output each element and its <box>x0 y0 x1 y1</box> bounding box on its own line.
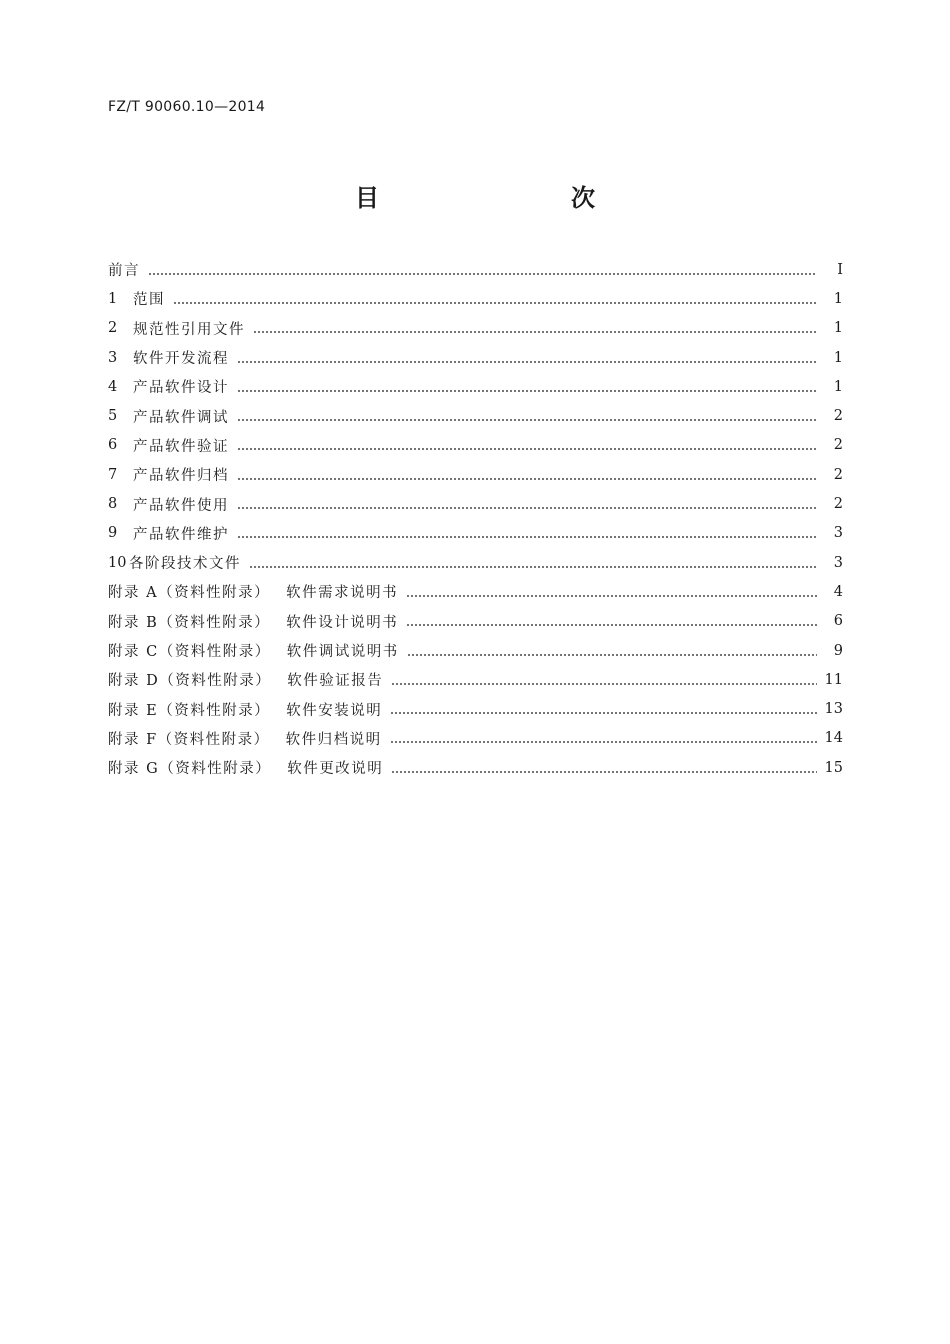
toc-entry-label: 前言 <box>108 263 140 280</box>
toc-entry-page: 2 <box>833 466 843 483</box>
toc-entry-number: 5 <box>108 408 118 425</box>
toc-entry[interactable] <box>108 314 843 343</box>
toc-dot-leader <box>406 614 817 628</box>
toc-entry-page: 2 <box>833 408 843 425</box>
toc-entry-number: 8 <box>108 496 118 513</box>
toc-entry-number: 10 <box>108 554 127 571</box>
toc-entry-page: 1 <box>833 320 843 337</box>
toc-entry-page: 9 <box>833 642 843 659</box>
toc-entry-number: 3 <box>108 349 118 366</box>
toc-entry-label: 附录 B（资料性附录） <box>108 614 271 631</box>
page-title: 目 次 <box>355 184 643 212</box>
toc-entry-sublabel: 软件需求说明书 <box>286 585 399 602</box>
toc-entry-sublabel: 软件更改说明 <box>287 761 384 778</box>
toc-entry-sublabel: 软件调试说明书 <box>286 644 399 660</box>
toc-entry-page: 11 <box>824 671 843 688</box>
toc-entry-number: 1 <box>108 290 118 307</box>
toc-dot-leader <box>390 731 817 745</box>
toc-entry-label: 各阶段技术文件 <box>129 556 241 573</box>
toc-dot-leader <box>407 644 817 658</box>
toc-entry[interactable] <box>108 607 843 636</box>
toc-entry-number: 6 <box>108 437 118 454</box>
toc-dot-leader <box>237 526 817 540</box>
toc-entry-number: 2 <box>108 320 118 337</box>
toc-dot-leader <box>253 321 817 335</box>
toc-entry-number: 7 <box>108 466 118 483</box>
toc-dot-leader <box>390 702 816 716</box>
toc-entry-page: 4 <box>833 583 843 600</box>
toc-entry-label: 附录 C（资料性附录） <box>108 644 271 660</box>
toc-dot-leader <box>148 263 817 277</box>
toc-dot-leader <box>237 409 817 423</box>
toc-entry[interactable] <box>108 548 843 577</box>
toc-entry-label: 产品软件归档 <box>133 468 229 485</box>
toc-entry-page: 15 <box>824 759 843 776</box>
toc-entry[interactable] <box>108 665 843 694</box>
toc-dot-leader <box>406 585 817 599</box>
toc-entry-page: 14 <box>824 730 843 747</box>
toc-dot-leader <box>237 468 817 482</box>
toc-entry-number: 4 <box>108 378 118 395</box>
toc-entry[interactable] <box>108 431 843 460</box>
toc-entry-sublabel: 软件验证报告 <box>287 673 384 690</box>
toc-entry-page: 2 <box>833 496 843 513</box>
toc-entry-label: 附录 F（资料性附录） <box>108 731 270 748</box>
toc-dot-leader <box>391 673 816 687</box>
toc-entry-page: 1 <box>833 349 843 366</box>
toc-entry[interactable] <box>108 753 843 782</box>
toc-entry-sublabel: 软件安装说明 <box>286 702 383 719</box>
toc-entry-page: 1 <box>833 290 843 307</box>
toc-entry[interactable] <box>108 372 843 401</box>
toc-entry[interactable] <box>108 460 843 489</box>
toc-entry[interactable] <box>108 724 843 753</box>
toc-entry[interactable] <box>108 519 843 548</box>
toc-entry-page: 6 <box>833 613 843 630</box>
toc-entry-page: Ⅰ <box>837 261 843 278</box>
toc-entry-label: 附录 D（资料性附录） <box>108 673 272 690</box>
toc-entry-page: 3 <box>833 525 843 542</box>
toc-entry[interactable] <box>108 489 843 518</box>
toc-entry-label: 产品软件维护 <box>133 526 229 543</box>
toc-dot-leader <box>249 556 817 570</box>
toc-entry-page: 1 <box>833 378 843 395</box>
toc-entry[interactable] <box>108 401 843 430</box>
toc-entry[interactable] <box>108 694 843 723</box>
toc-entry-label: 产品软件设计 <box>133 380 229 397</box>
toc-entry[interactable] <box>108 343 843 372</box>
toc-entry-label: 附录 G（资料性附录） <box>108 761 272 778</box>
toc-entry-label: 产品软件验证 <box>133 438 229 455</box>
toc-entry[interactable] <box>108 284 843 313</box>
toc-dot-leader <box>237 438 817 452</box>
toc-entry-page: 13 <box>824 701 843 718</box>
toc-entry-label: 规范性引用文件 <box>133 321 245 338</box>
standard-code: FZ/T 90060.10—2014 <box>108 99 266 115</box>
toc-entry-label: 软件开发流程 <box>133 351 229 368</box>
toc-entry-number: 9 <box>108 525 118 542</box>
toc-dot-leader <box>237 380 817 394</box>
toc-entry[interactable] <box>108 577 843 606</box>
table-of-contents <box>108 255 843 782</box>
toc-entry-label: 附录 A（资料性附录） <box>108 585 271 602</box>
toc-entry-sublabel: 软件归档说明 <box>285 731 382 748</box>
toc-dot-leader <box>237 497 817 511</box>
toc-entry-page: 3 <box>833 554 843 571</box>
toc-entry-label: 附录 E（资料性附录） <box>108 702 271 719</box>
toc-entry-page: 2 <box>833 437 843 454</box>
toc-entry[interactable] <box>108 636 843 665</box>
toc-dot-leader <box>173 292 817 306</box>
toc-entry[interactable] <box>108 255 843 284</box>
toc-entry-label: 产品软件使用 <box>133 497 229 514</box>
toc-entry-label: 范围 <box>133 292 165 309</box>
toc-entry-sublabel: 软件设计说明书 <box>286 614 399 631</box>
toc-entry-label: 产品软件调试 <box>133 409 229 426</box>
toc-dot-leader <box>237 351 817 365</box>
toc-dot-leader <box>391 761 816 775</box>
